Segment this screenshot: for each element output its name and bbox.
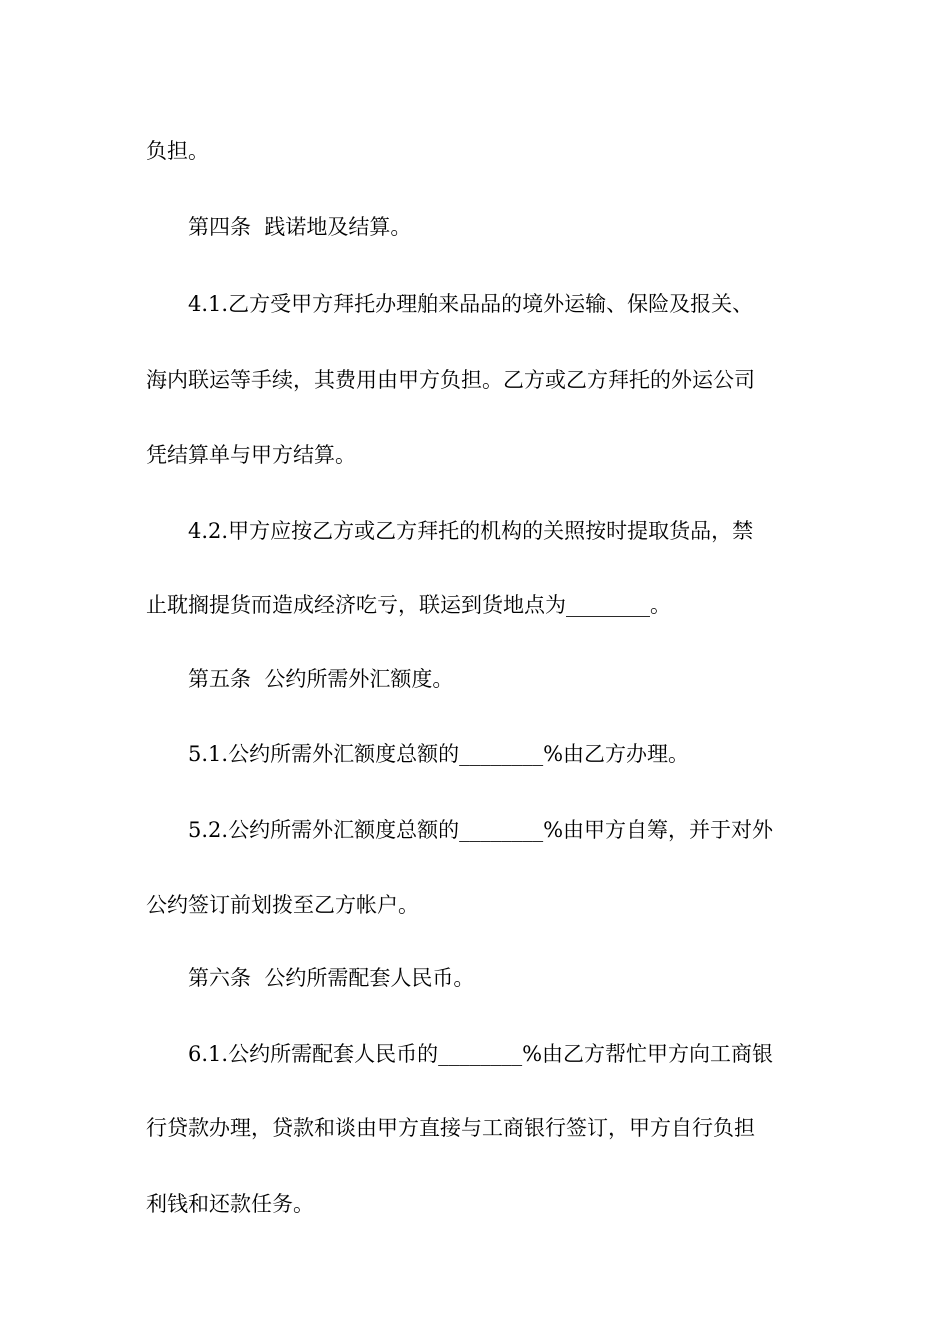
- text-line: 行贷款办理，贷款和谈由甲方直接与工商银行签订，甲方自行负担: [146, 1116, 755, 1140]
- text-line: 负担。: [146, 139, 209, 163]
- clause-text: 4.1.乙方受甲方拜托办理舶来品品的境外运输、保险及报关、: [188, 292, 754, 316]
- article-heading: 第五条 公约所需外汇额度。: [188, 667, 454, 691]
- article-heading: 第四条 践诺地及结算。: [188, 215, 412, 239]
- text-line: 利钱和还款任务。: [146, 1192, 314, 1216]
- clause-text: 6.1.公约所需配套人民币的________%由乙方帮忙甲方向工商银: [188, 1042, 774, 1066]
- article-heading: 第六条 公约所需配套人民币。: [188, 966, 475, 990]
- text-line: 海内联运等手续，其费用由甲方负担。乙方或乙方拜托的外运公司: [146, 368, 755, 392]
- text-line: 止耽搁提货而造成经济吃亏，联运到货地点为________。: [146, 593, 671, 617]
- clause-text: 5.2.公约所需外汇额度总额的________%由甲方自筹，并于对外: [188, 818, 774, 842]
- clause-text: 5.1.公约所需外汇额度总额的________%由乙方办理。: [188, 742, 690, 766]
- text-line: 凭结算单与甲方结算。: [146, 443, 356, 467]
- clause-text: 4.2.甲方应按乙方或乙方拜托的机构的关照按时提取货品，禁: [188, 519, 754, 543]
- text-line: 公约签订前划拨至乙方帐户。: [146, 893, 419, 917]
